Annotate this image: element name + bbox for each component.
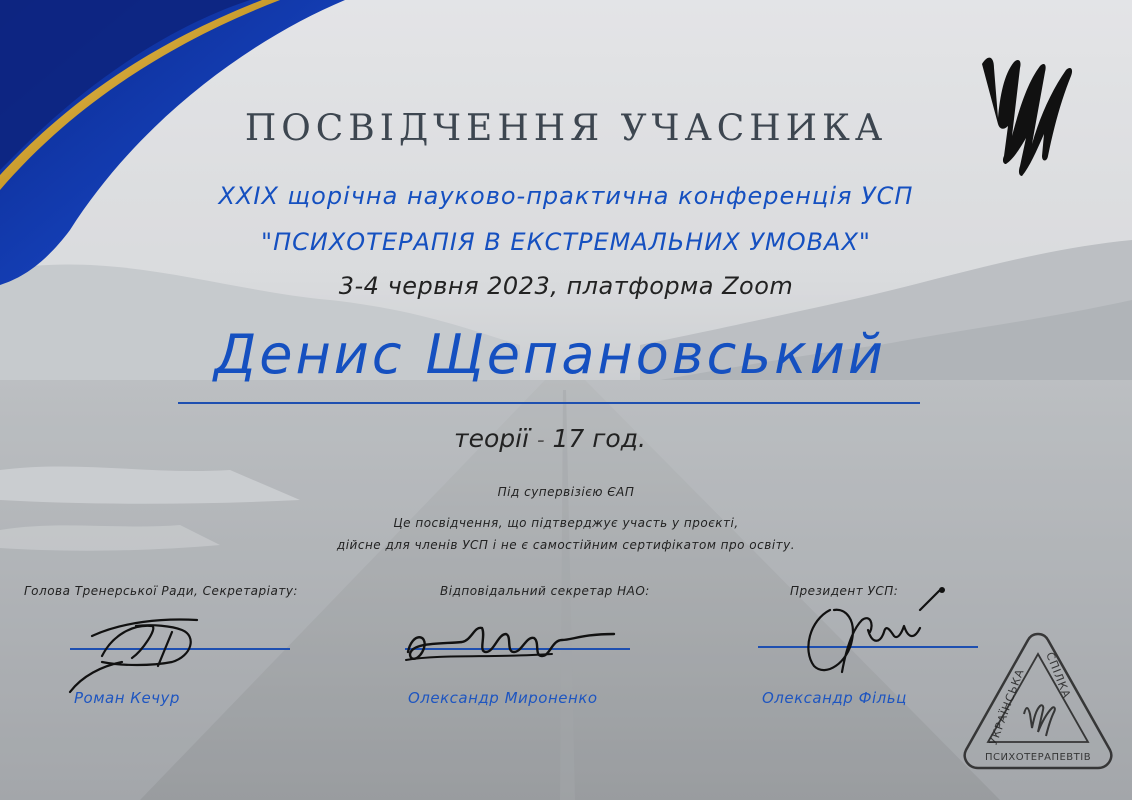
certificate-title: ПОСВІДЧЕННЯ УЧАСНИКА — [244, 108, 888, 149]
supervision-text: Під супервізією ЄАП — [497, 485, 635, 499]
stamp-text-left: УКРАЇНСЬКА — [986, 666, 1027, 748]
hours-line — [0, 424, 1100, 453]
usp-logo-icon — [974, 26, 1084, 176]
signatory-2-name: Олександр Мироненко — [408, 689, 598, 707]
dates-platform: 3-4 червня 2023, платформа Zoom — [338, 272, 794, 300]
hours-separator: - — [537, 428, 545, 452]
signature-1-image — [62, 596, 222, 696]
signature-2-image — [402, 612, 617, 672]
signatory-1-role: Голова Тренерської Ради, Секретаріату: — [24, 584, 298, 598]
note-line-1: Це посвідчення, що підтверджує участь у проєкті, — [393, 516, 739, 530]
participant-name: Денис Щепановський — [214, 323, 886, 386]
stamp-text-bottom: ПСИХОТЕРАПЕВТІВ — [984, 752, 1092, 763]
note-line-2: дійсне для членів УСП і не є самостійним сертифікатом про освіту. — [336, 538, 796, 552]
hours-value: 17 год. — [552, 424, 646, 453]
stamp-text-right: СПІЛКА — [1043, 650, 1074, 701]
signatory-1-name: Роман Кечур — [74, 689, 180, 707]
signatory-3-name: Олександр Фільц — [762, 689, 907, 707]
signatory-2-role: Відповідальний секретар НАО: — [440, 584, 650, 598]
conference-title-line1: XXIX щорічна науково-практична конференція УСП — [218, 182, 914, 210]
signatory-3-role: Президент УСП: — [790, 584, 899, 598]
signature-3-image — [790, 580, 960, 685]
conference-title-line2: "ПСИХОТЕРАПІЯ В ЕКСТРЕМАЛЬНИХ УМОВАХ" — [261, 228, 871, 256]
name-underline — [178, 402, 920, 404]
hours-label: теорії — [454, 424, 530, 453]
stamp-seal-image — [958, 628, 1118, 778]
